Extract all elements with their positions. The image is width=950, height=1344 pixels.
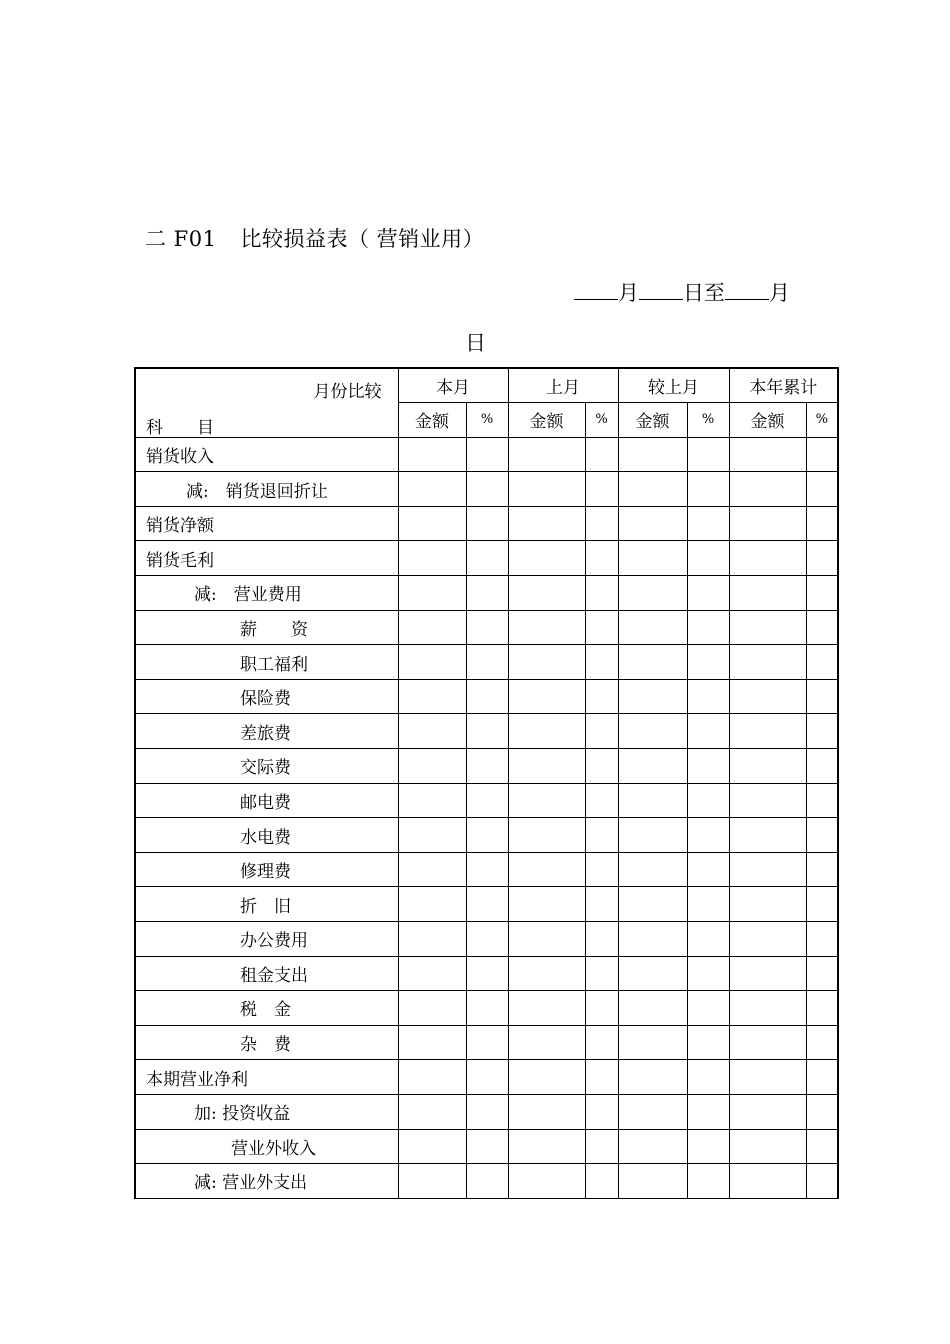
percent-cell[interactable] [687, 956, 729, 991]
percent-cell[interactable] [687, 783, 729, 818]
amount-cell[interactable] [398, 1060, 466, 1095]
period-line [574, 277, 790, 307]
amount-cell[interactable] [729, 541, 806, 576]
row-subject: 保险费 [135, 679, 398, 714]
amount-cell[interactable] [729, 991, 806, 1026]
amount-cell[interactable] [508, 1129, 585, 1164]
corner-label-compare: 月份比较 [313, 382, 382, 402]
table-row [135, 1164, 838, 1199]
day-label-2: 日 [465, 331, 486, 355]
amount-cell[interactable] [618, 1025, 687, 1060]
amount-cell[interactable] [729, 749, 806, 784]
row-subject: 修理费 [135, 852, 398, 887]
table-row [135, 956, 838, 991]
percent-cell[interactable] [466, 818, 508, 853]
amount-cell[interactable] [508, 610, 585, 645]
table-row [135, 541, 838, 576]
amount-cell[interactable] [729, 714, 806, 749]
percent-cell[interactable] [585, 541, 618, 576]
table-row [135, 783, 838, 818]
row-subject: 销货净额 [135, 506, 398, 541]
amount-cell[interactable] [508, 887, 585, 922]
table-row [135, 576, 838, 611]
amount-cell[interactable] [618, 922, 687, 957]
month-label-2: 月 [769, 281, 790, 305]
percent-cell[interactable] [806, 576, 838, 611]
table-row [135, 818, 838, 853]
amount-cell[interactable] [398, 541, 466, 576]
amount-cell[interactable] [508, 541, 585, 576]
table-row [135, 437, 838, 472]
percent-cell[interactable] [806, 956, 838, 991]
income-statement-table [134, 367, 839, 1199]
amount-cell[interactable] [508, 991, 585, 1026]
percent-cell[interactable] [687, 645, 729, 680]
amount-cell[interactable] [729, 1094, 806, 1129]
percent-header: % [585, 403, 618, 438]
group-header-last-month: 上月 [508, 368, 618, 403]
percent-cell[interactable] [466, 645, 508, 680]
amount-cell[interactable] [729, 472, 806, 507]
table-row [135, 887, 838, 922]
row-subject: 营业外收入 [135, 1129, 398, 1164]
percent-cell[interactable] [687, 887, 729, 922]
amount-cell[interactable] [618, 679, 687, 714]
amount-cell[interactable] [508, 749, 585, 784]
percent-cell[interactable] [585, 610, 618, 645]
month-label-1: 月 [618, 281, 639, 305]
percent-cell[interactable] [466, 679, 508, 714]
percent-cell[interactable] [466, 783, 508, 818]
amount-cell[interactable] [508, 645, 585, 680]
amount-cell[interactable] [508, 852, 585, 887]
percent-cell[interactable] [806, 506, 838, 541]
percent-cell[interactable] [585, 714, 618, 749]
table-row [135, 472, 838, 507]
amount-cell[interactable] [398, 991, 466, 1026]
table-row [135, 922, 838, 957]
day-label-1: 日至 [683, 281, 725, 305]
percent-cell[interactable] [687, 991, 729, 1026]
amount-cell[interactable] [398, 749, 466, 784]
amount-cell[interactable] [729, 645, 806, 680]
form-name: 比较损益表（ 营销业用） [240, 227, 485, 251]
amount-cell[interactable] [618, 437, 687, 472]
percent-cell[interactable] [585, 1164, 618, 1199]
amount-cell[interactable] [618, 818, 687, 853]
amount-cell[interactable] [729, 679, 806, 714]
amount-cell[interactable] [729, 1164, 806, 1199]
table-row [135, 679, 838, 714]
percent-cell[interactable] [806, 541, 838, 576]
amount-cell[interactable] [398, 1164, 466, 1199]
table-row [135, 852, 838, 887]
percent-cell[interactable] [466, 1164, 508, 1199]
percent-cell[interactable] [585, 1060, 618, 1095]
percent-cell[interactable] [687, 818, 729, 853]
row-subject: 交际费 [135, 749, 398, 784]
percent-cell[interactable] [806, 1094, 838, 1129]
table-row [135, 1129, 838, 1164]
percent-cell[interactable] [806, 1060, 838, 1095]
percent-cell[interactable] [466, 610, 508, 645]
amount-cell[interactable] [508, 922, 585, 957]
percent-cell[interactable] [466, 1094, 508, 1129]
amount-cell[interactable] [398, 956, 466, 991]
amount-cell[interactable] [729, 783, 806, 818]
percent-cell[interactable] [806, 1164, 838, 1199]
amount-cell[interactable] [508, 818, 585, 853]
percent-cell[interactable] [466, 852, 508, 887]
row-subject: 减: 销货退回折让 [135, 472, 398, 507]
group-header-ytd: 本年累计 [729, 368, 838, 403]
percent-cell[interactable] [806, 922, 838, 957]
amount-cell[interactable] [398, 852, 466, 887]
amount-cell[interactable] [729, 576, 806, 611]
row-subject: 销货毛利 [135, 541, 398, 576]
percent-cell[interactable] [466, 714, 508, 749]
amount-cell[interactable] [398, 1129, 466, 1164]
corner-label-subject: 科 目 [146, 418, 214, 438]
percent-cell[interactable] [806, 645, 838, 680]
month-blank-1[interactable] [574, 279, 618, 300]
percent-cell[interactable] [466, 1129, 508, 1164]
amount-cell[interactable] [398, 714, 466, 749]
percent-cell[interactable] [806, 714, 838, 749]
row-subject: 水电费 [135, 818, 398, 853]
group-header-vs-last-month: 较上月 [618, 368, 729, 403]
percent-header: % [687, 403, 729, 438]
percent-cell[interactable] [466, 1060, 508, 1095]
row-subject: 销货收入 [135, 437, 398, 472]
row-subject: 差旅费 [135, 714, 398, 749]
amount-cell[interactable] [618, 506, 687, 541]
percent-cell[interactable] [687, 1164, 729, 1199]
percent-cell[interactable] [585, 887, 618, 922]
amount-cell[interactable] [618, 610, 687, 645]
amount-cell[interactable] [618, 645, 687, 680]
amount-cell[interactable] [618, 576, 687, 611]
percent-cell[interactable] [806, 852, 838, 887]
amount-cell[interactable] [618, 956, 687, 991]
amount-cell[interactable] [618, 472, 687, 507]
amount-cell[interactable] [508, 679, 585, 714]
group-header-this-month: 本月 [398, 368, 508, 403]
amount-cell[interactable] [398, 576, 466, 611]
amount-cell[interactable] [398, 922, 466, 957]
percent-cell[interactable] [687, 1060, 729, 1095]
amount-cell[interactable] [508, 1094, 585, 1129]
table-row [135, 1025, 838, 1060]
amount-cell[interactable] [508, 714, 585, 749]
amount-cell[interactable] [618, 991, 687, 1026]
amount-cell[interactable] [508, 1025, 585, 1060]
amount-cell[interactable] [729, 887, 806, 922]
percent-cell[interactable] [585, 576, 618, 611]
table-row [135, 749, 838, 784]
percent-cell[interactable] [466, 922, 508, 957]
amount-cell[interactable] [398, 472, 466, 507]
percent-cell[interactable] [585, 1025, 618, 1060]
row-subject: 租金支出 [135, 956, 398, 991]
table-row [135, 506, 838, 541]
percent-cell[interactable] [466, 749, 508, 784]
amount-cell[interactable] [729, 1060, 806, 1095]
percent-cell[interactable] [806, 1129, 838, 1164]
table-row [135, 714, 838, 749]
percent-cell[interactable] [466, 541, 508, 576]
percent-cell[interactable] [466, 576, 508, 611]
percent-header: % [466, 403, 508, 438]
row-subject: 折 旧 [135, 887, 398, 922]
percent-cell[interactable] [585, 645, 618, 680]
amount-cell[interactable] [398, 783, 466, 818]
amount-cell[interactable] [508, 1060, 585, 1095]
amount-cell[interactable] [618, 1164, 687, 1199]
row-subject: 办公费用 [135, 922, 398, 957]
percent-cell[interactable] [806, 749, 838, 784]
table-row [135, 1060, 838, 1095]
amount-header: 金额 [508, 403, 585, 438]
amount-cell[interactable] [729, 818, 806, 853]
form-title [145, 223, 484, 253]
percent-cell[interactable] [466, 991, 508, 1026]
percent-cell[interactable] [585, 1094, 618, 1129]
percent-cell[interactable] [466, 1025, 508, 1060]
percent-cell[interactable] [585, 818, 618, 853]
percent-cell[interactable] [585, 991, 618, 1026]
amount-header: 金额 [398, 403, 466, 438]
month-blank-2[interactable] [725, 279, 769, 300]
percent-cell[interactable] [806, 472, 838, 507]
percent-cell[interactable] [466, 472, 508, 507]
percent-cell[interactable] [585, 783, 618, 818]
percent-cell[interactable] [466, 887, 508, 922]
percent-cell[interactable] [806, 818, 838, 853]
percent-cell[interactable] [806, 887, 838, 922]
row-subject: 加: 投资收益 [135, 1094, 398, 1129]
amount-cell[interactable] [618, 749, 687, 784]
amount-cell[interactable] [508, 576, 585, 611]
amount-cell[interactable] [618, 541, 687, 576]
amount-cell[interactable] [508, 956, 585, 991]
amount-cell[interactable] [398, 645, 466, 680]
percent-cell[interactable] [687, 714, 729, 749]
header-row-groups [135, 368, 838, 403]
percent-cell[interactable] [687, 922, 729, 957]
amount-cell[interactable] [398, 818, 466, 853]
percent-cell[interactable] [687, 1094, 729, 1129]
amount-cell[interactable] [398, 887, 466, 922]
percent-cell[interactable] [687, 679, 729, 714]
amount-cell[interactable] [508, 1164, 585, 1199]
amount-cell[interactable] [398, 506, 466, 541]
amount-header: 金额 [729, 403, 806, 438]
percent-cell[interactable] [806, 783, 838, 818]
percent-cell[interactable] [687, 852, 729, 887]
table-row [135, 645, 838, 680]
amount-cell[interactable] [618, 783, 687, 818]
table-row [135, 991, 838, 1026]
amount-cell[interactable] [398, 437, 466, 472]
amount-cell[interactable] [398, 679, 466, 714]
percent-cell[interactable] [585, 437, 618, 472]
amount-cell[interactable] [508, 783, 585, 818]
amount-cell[interactable] [729, 1025, 806, 1060]
amount-cell[interactable] [729, 1129, 806, 1164]
percent-cell[interactable] [687, 576, 729, 611]
percent-cell[interactable] [585, 506, 618, 541]
amount-cell[interactable] [729, 610, 806, 645]
row-subject: 薪 资 [135, 610, 398, 645]
amount-cell[interactable] [398, 1025, 466, 1060]
percent-cell[interactable] [687, 472, 729, 507]
amount-cell[interactable] [618, 1094, 687, 1129]
amount-cell[interactable] [508, 472, 585, 507]
amount-header: 金额 [618, 403, 687, 438]
row-subject: 减: 营业费用 [135, 576, 398, 611]
percent-cell[interactable] [585, 956, 618, 991]
percent-cell[interactable] [806, 610, 838, 645]
amount-cell[interactable] [618, 1060, 687, 1095]
amount-cell[interactable] [618, 852, 687, 887]
percent-cell[interactable] [585, 749, 618, 784]
percent-cell[interactable] [466, 506, 508, 541]
percent-cell[interactable] [687, 610, 729, 645]
row-subject: 税 金 [135, 991, 398, 1026]
percent-cell[interactable] [687, 541, 729, 576]
row-subject: 邮电费 [135, 783, 398, 818]
percent-cell[interactable] [585, 922, 618, 957]
amount-cell[interactable] [398, 610, 466, 645]
table-row [135, 1094, 838, 1129]
amount-cell[interactable] [729, 956, 806, 991]
corner-cell [135, 368, 398, 437]
percent-cell[interactable] [687, 506, 729, 541]
percent-cell[interactable] [585, 679, 618, 714]
percent-cell[interactable] [687, 1129, 729, 1164]
percent-cell[interactable] [806, 437, 838, 472]
amount-cell[interactable] [729, 852, 806, 887]
amount-cell[interactable] [729, 922, 806, 957]
amount-cell[interactable] [508, 506, 585, 541]
percent-cell[interactable] [585, 852, 618, 887]
amount-cell[interactable] [729, 506, 806, 541]
amount-cell[interactable] [618, 714, 687, 749]
percent-cell[interactable] [687, 437, 729, 472]
percent-header: % [806, 403, 838, 438]
row-subject: 职工福利 [135, 645, 398, 680]
row-subject: 杂 费 [135, 1025, 398, 1060]
percent-cell[interactable] [466, 956, 508, 991]
form-code: 二 F01 [145, 227, 217, 251]
percent-cell[interactable] [806, 1025, 838, 1060]
percent-cell[interactable] [585, 472, 618, 507]
amount-cell[interactable] [618, 887, 687, 922]
table-row [135, 610, 838, 645]
day-blank-1[interactable] [639, 279, 683, 300]
amount-cell[interactable] [508, 437, 585, 472]
percent-cell[interactable] [466, 437, 508, 472]
amount-cell[interactable] [398, 1094, 466, 1129]
percent-cell[interactable] [806, 679, 838, 714]
row-subject: 本期营业净利 [135, 1060, 398, 1095]
percent-cell[interactable] [687, 1025, 729, 1060]
percent-cell[interactable] [687, 749, 729, 784]
amount-cell[interactable] [729, 437, 806, 472]
row-subject: 减: 营业外支出 [135, 1164, 398, 1199]
amount-cell[interactable] [618, 1129, 687, 1164]
percent-cell[interactable] [806, 991, 838, 1026]
percent-cell[interactable] [585, 1129, 618, 1164]
